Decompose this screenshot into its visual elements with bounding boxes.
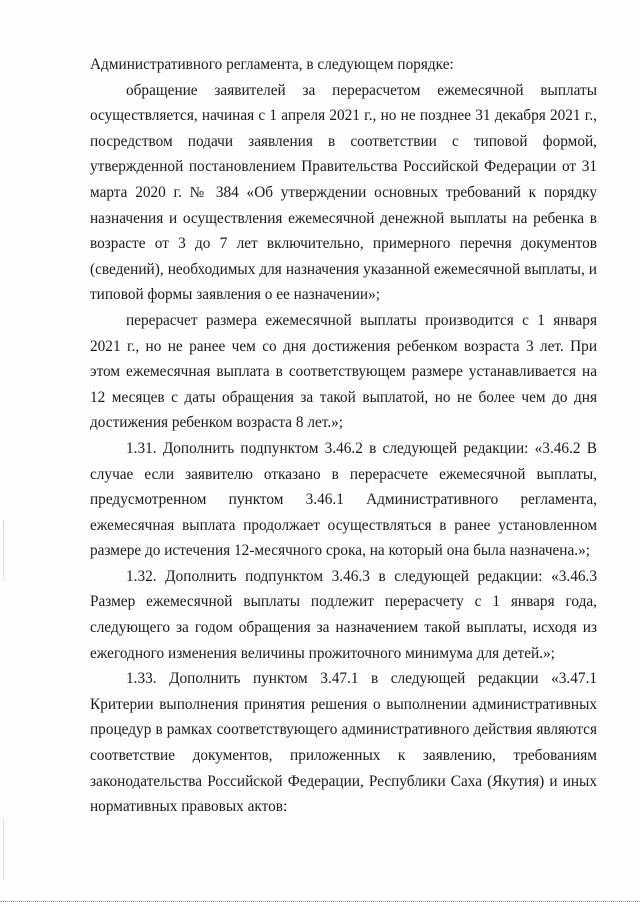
paragraph-recalculation: перерасчет размера ежемесячной выплаты производится с 1 января 2021 г., но не ранее чем со дня достижения ребенком возраста 3 лет. При этом ежемесячная выплата в соответствующем размере устанавливается на 12 месяцев с даты обращения за такой выплатой, но не более чем до дня достижения ребенком возраста 8 лет.»;	[90, 311, 597, 432]
document-body	[90, 52, 597, 820]
paragraph-appeal-procedure: обращение заявителей за перерасчетом ежемесячной выплаты осуществляется, начиная с 1 апреля 2021 г., но не позднее 31 декабря 2021 г., посредством подачи заявления в соответствии с типовой формой, утвержденной постановлением Правительства Российской Федерации от 31 марта 2020 г. № 384 «Об утверждении основных требований к порядку назначения и осуществления ежемесячной денежной выплаты на ребенка в возрасте от 3 до 7 лет включительно, примерного перечня документов (сведений), необходимых для назначения указанной ежемесячной выплаты, и типовой формы заявления о ее назначении»;	[90, 81, 597, 304]
paragraph-item-1-31: 1.31. Дополнить подпунктом 3.46.2 в следующей редакции: «3.46.2 В случае если заявителю отказано в перерасчете ежемесячной выплаты, предусмотренном пунктом 3.46.1 Административного регламента, ежемесячная выплата продолжает осуществляться в ранее установленном размере до истечения 12-месячного срока, на который она была назначена.»;	[90, 439, 597, 560]
paragraph-item-1-32: 1.32. Дополнить подпунктом 3.46.3 в следующей редакции: «3.46.3 Размер ежемесячной выплаты подлежит перерасчету с 1 января года, следующего за годом обращения за назначением такой выплаты, исходя из ежегодного изменения величины прожиточного минимума для детей.»;	[90, 567, 597, 662]
paragraph-intro: Административного регламента, в следующем порядке:	[90, 56, 454, 73]
scan-margin-mark	[3, 820, 4, 880]
scan-margin-mark	[3, 520, 4, 580]
paragraph-item-1-33: 1.33. Дополнить пунктом 3.47.1 в следующей редакции «3.47.1 Критерии выполнения принятия решения о выполнении административных процедур в рамках соответствующего административного действия являются соответствие документов, приложенных к заявлению, требованиям законодательства Российской Федерации, Республики Саха (Якутия) и иных нормативных правовых актов:	[90, 670, 597, 816]
scan-bottom-edge	[0, 901, 640, 902]
